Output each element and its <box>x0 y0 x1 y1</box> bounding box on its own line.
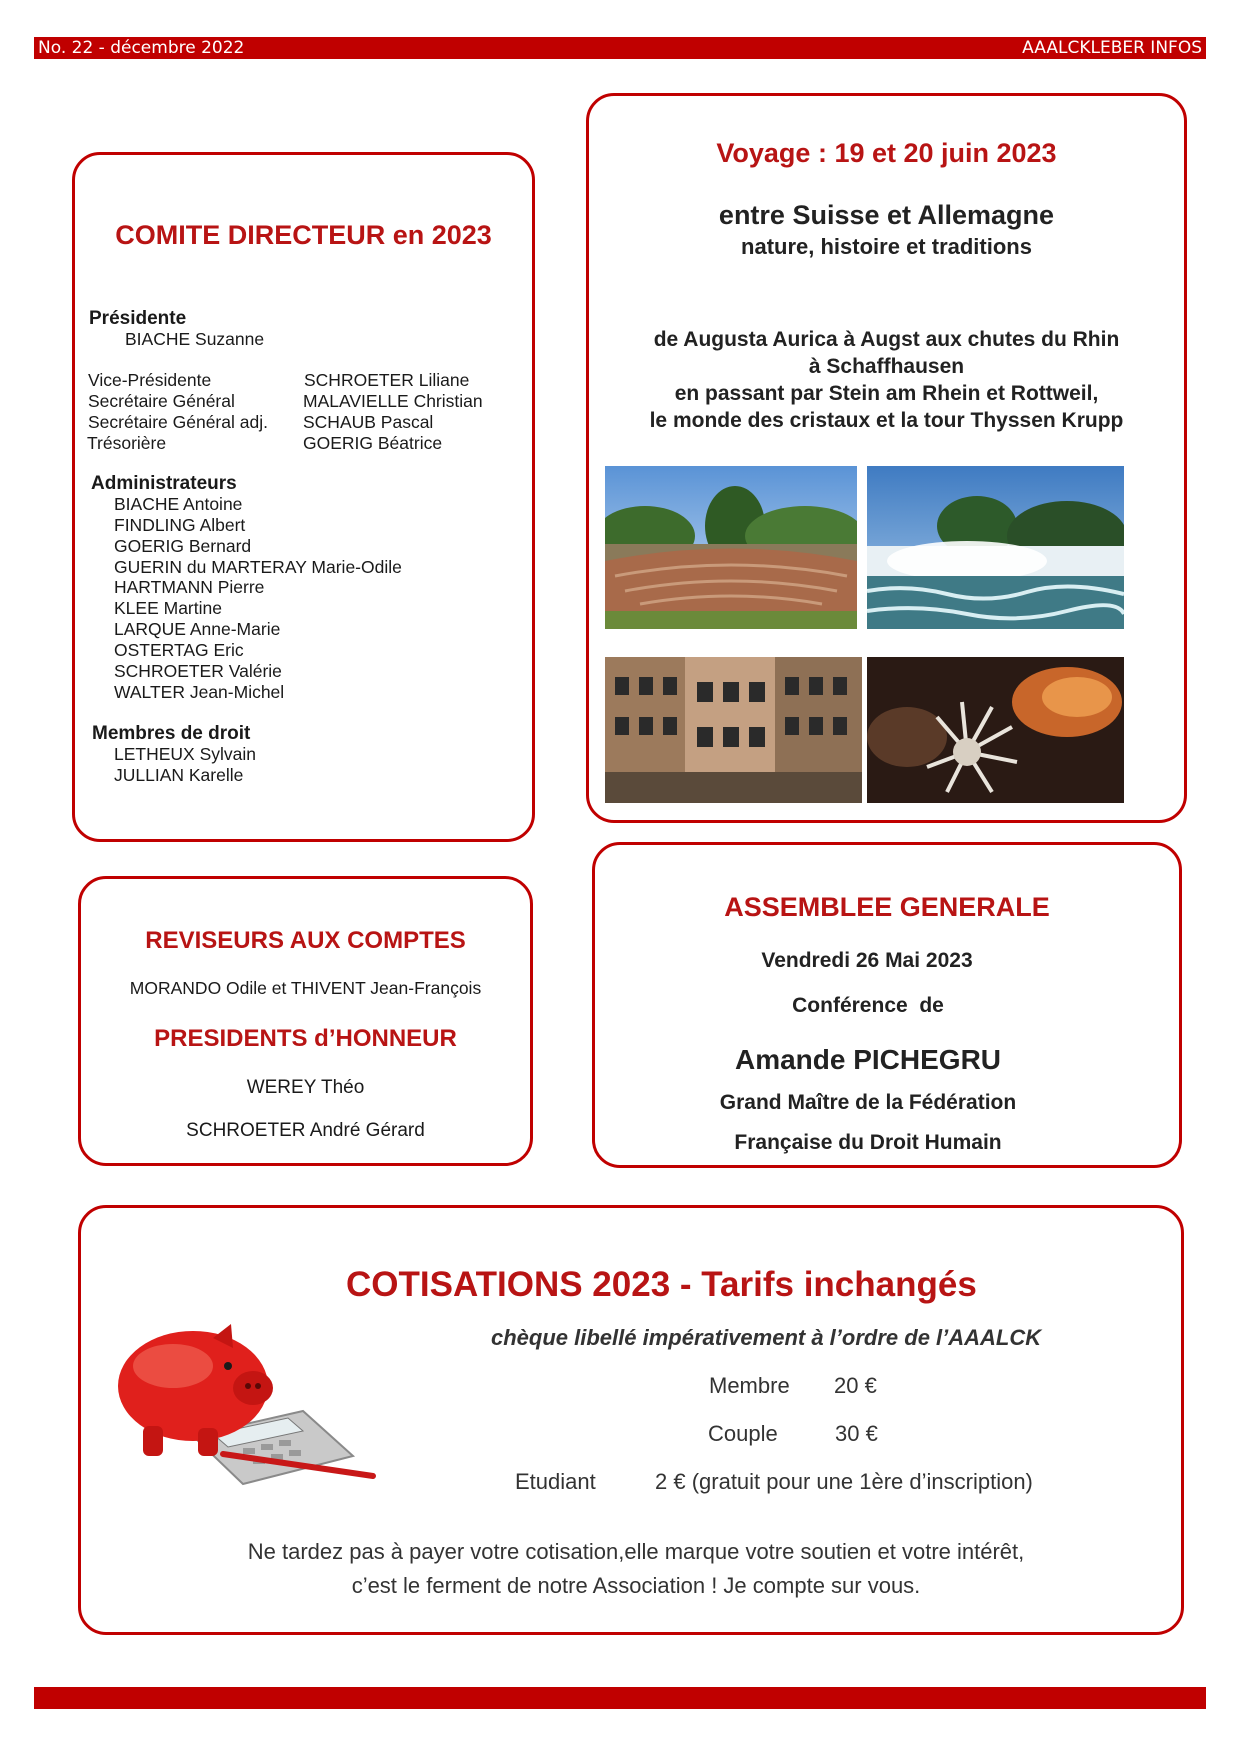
administrateur-name: SCHROETER Valérie <box>114 661 282 681</box>
appeal-line-1: Ne tardez pas à payer votre cotisation,elle marque votre soutien et votre intérêt, <box>247 1539 1025 1564</box>
roman-theatre-photo <box>605 466 857 629</box>
presidente-name: BIACHE Suzanne <box>125 329 265 349</box>
administrateur-name: OSTERTAG Eric <box>114 640 244 660</box>
tarif-label: Couple <box>708 1421 778 1446</box>
administrateur-name: FINDLING Albert <box>114 515 246 535</box>
membres-label: Membres de droit <box>92 723 251 744</box>
assemblee-box <box>592 842 1182 1168</box>
voyage-desc-line: le monde des cristaux et la tour Thyssen Krupp <box>649 409 1124 432</box>
voyage-desc-line: de Augusta Aurica à Augst aux chutes du Rhin <box>653 328 1120 351</box>
assemblee-date: Vendredi 26 Mai 2023 <box>761 949 973 972</box>
tarif-price: 20 € <box>834 1373 877 1398</box>
crystals-photo <box>867 657 1124 803</box>
membre-name: JULLIAN Karelle <box>114 765 244 785</box>
cotisations-title: COTISATIONS 2023 - Tarifs inchangés <box>346 1265 977 1304</box>
bureau-name: GOERIG Béatrice <box>303 433 443 453</box>
bureau-role: Secrétaire Général adj. <box>88 412 268 432</box>
administrateur-name: BIACHE Antoine <box>114 494 243 514</box>
comite-directeur-box <box>72 152 535 842</box>
bureau-name: SCHROETER Liliane <box>304 370 470 390</box>
membre-name: LETHEUX Sylvain <box>114 744 256 764</box>
assemblee-role-1: Grand Maître de la Fédération <box>719 1091 1017 1114</box>
presidente-label: Présidente <box>89 308 187 329</box>
header-bar <box>34 37 1206 59</box>
president-name: SCHROETER André Gérard <box>186 1120 425 1141</box>
bureau-name: SCHAUB Pascal <box>303 412 434 432</box>
tarif-price: 2 € (gratuit pour une 1ère d’inscription) <box>655 1469 1033 1494</box>
footer-bar <box>34 1687 1206 1709</box>
voyage-title: Voyage : 19 et 20 juin 2023 <box>716 138 1057 168</box>
voyage-desc-line: à Schaffhausen <box>808 355 965 378</box>
administrateur-name: HARTMANN Pierre <box>114 577 265 597</box>
administrateur-name: GOERIG Bernard <box>114 536 252 556</box>
appeal-line-2: c’est le ferment de notre Association ! Je compte sur vous. <box>351 1573 921 1598</box>
publication-name: AAALCKLEBER INFOS <box>1022 38 1202 58</box>
assemblee-role-2: Française du Droit Humain <box>734 1131 1002 1154</box>
rhine-falls-photo <box>867 466 1124 629</box>
tarif-label: Membre <box>709 1373 790 1398</box>
voyage-box <box>586 93 1187 823</box>
reviseurs-box <box>78 876 533 1166</box>
cotisations-box <box>78 1205 1184 1635</box>
voyage-subtitle: entre Suisse et Allemagne <box>718 200 1055 230</box>
reviseurs-title: REVISEURS AUX COMPTES <box>145 927 466 954</box>
voyage-subtitle-2: nature, histoire et traditions <box>741 234 1032 259</box>
assemblee-title: ASSEMBLEE GENERALE <box>724 892 1050 922</box>
administrateur-name: GUERIN du MARTERAY Marie-Odile <box>114 557 402 577</box>
bureau-role: Trésorière <box>87 433 167 453</box>
issue-label: No. 22 - décembre 2022 <box>38 38 245 58</box>
comite-title: COMITE DIRECTEUR en 2023 <box>115 220 492 250</box>
bureau-role: Secrétaire Général <box>88 391 235 411</box>
administrateur-name: LARQUE Anne-Marie <box>114 619 281 639</box>
bureau-role: Vice-Présidente <box>88 370 212 390</box>
assemblee-speaker: Amande PICHEGRU <box>734 1044 1002 1075</box>
president-name: WEREY Théo <box>246 1077 365 1098</box>
bureau-name: MALAVIELLE Christian <box>303 391 483 411</box>
stein-am-rhein-photo <box>605 657 862 803</box>
voyage-description <box>589 326 1184 434</box>
administrateur-name: WALTER Jean-Michel <box>114 682 285 702</box>
presidents-title: PRESIDENTS d’HONNEUR <box>154 1025 457 1052</box>
administrateur-name: KLEE Martine <box>114 598 222 618</box>
piggy-bank-icon <box>103 1316 393 1491</box>
tarif-price: 30 € <box>835 1421 878 1446</box>
cheque-instruction: chèque libellé impérativement à l’ordre de l’AAALCK <box>491 1325 1042 1350</box>
voyage-desc-line: en passant par Stein am Rhein et Rottweil, <box>674 382 1099 405</box>
tarif-label: Etudiant <box>515 1469 596 1494</box>
administrateurs-label: Administrateurs <box>91 473 237 494</box>
assemblee-conference: Conférence de <box>792 994 944 1017</box>
reviseurs-names: MORANDO Odile et THIVENT Jean-François <box>129 978 482 998</box>
